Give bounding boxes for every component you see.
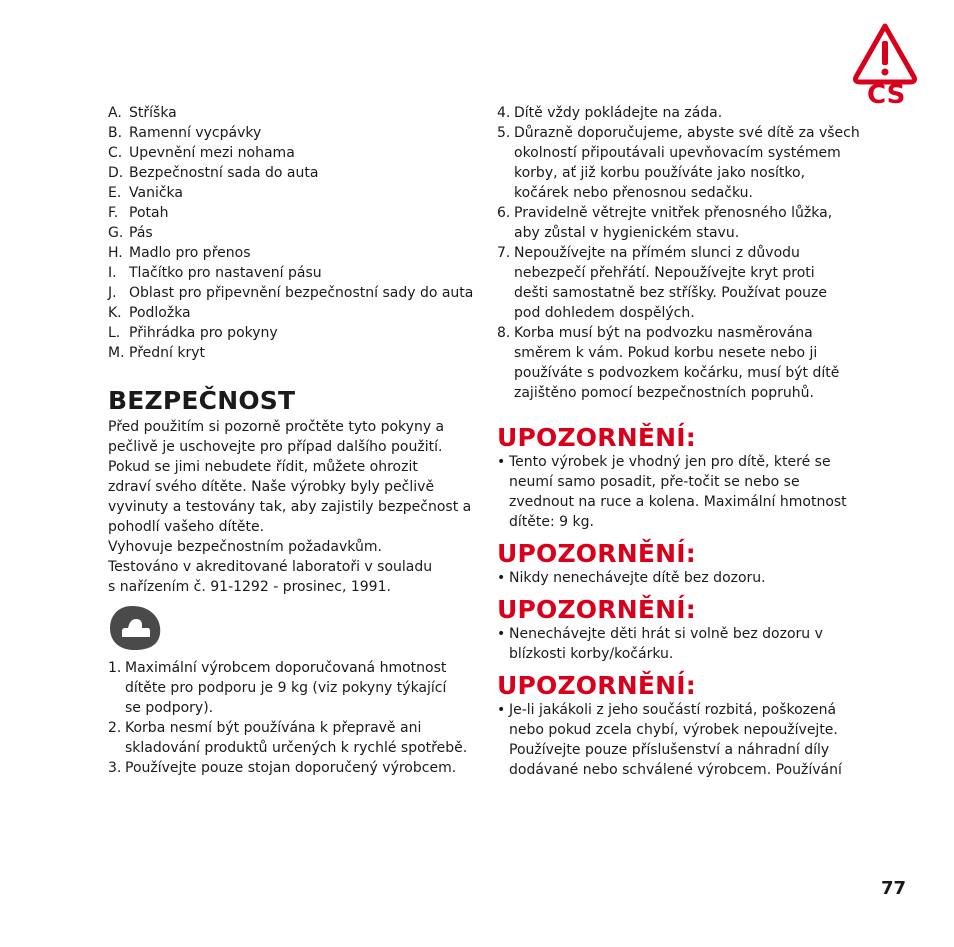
warning-text [497,568,867,588]
numbered-item [497,203,867,243]
parts-list-item [108,163,473,183]
item-line: dítěte pro podporu je 9 kg (viz pokyny týkající [125,680,447,696]
item-line: korby, ať již korbu používáte jako nosítko, [514,165,806,181]
item-number: 3. [108,760,122,776]
parts-list [108,103,473,363]
item-line: používáte s podvozkem kočárku, musí být dítě [514,365,840,381]
item-number: 1. [108,660,122,676]
part-letter: A. [108,105,122,121]
intro-line: Testováno v akreditované laboratoři v souladu [108,559,433,575]
warning-line: Je-li jakákoli z jeho součástí rozbitá, poškozená [509,702,837,718]
parts-list-item [108,183,473,203]
numbered-item [497,243,867,323]
intro-line: Pokud se jimi nebudete řídit, můžete ohrozit [108,459,418,475]
item-number: 8. [497,325,511,341]
language-code: CS [867,80,906,110]
warning-heading: UPOZORNĚNÍ: [497,595,696,624]
part-letter: J. [108,285,117,301]
item-line: aby zůstal v hygienickém stavu. [514,225,740,241]
warning-line: Nenechávejte děti hrát si volně bez dozoru v [509,626,823,642]
item-line: Maximální výrobcem doporučovaná hmotnost [125,660,447,676]
part-letter: L. [108,325,121,341]
parts-list-item [108,203,473,223]
intro-line: s nařízením č. 91-1292 - prosinec, 1991. [108,579,391,595]
item-line: Důrazně doporučujeme, abyste své dítě za všech [514,125,860,141]
parts-list-item [108,243,473,263]
warning-line: dodávané nebo schválené výrobcem. Používání [509,762,842,778]
part-name: Podložka [129,305,191,321]
warning-text [497,452,867,532]
part-name: Vanička [129,185,183,201]
warning-text [497,700,867,780]
item-line: nebezpečí přehřátí. Nepoužívejte kryt proti [514,265,815,281]
part-name: Madlo pro přenos [129,245,251,261]
page-number: 77 [880,878,906,899]
warning-block [497,596,867,664]
part-name: Ramenní vycpávky [129,125,262,141]
warning-line: Používejte pouze příslušenství a náhradní díly [509,742,830,758]
intro-line: Vyhovuje bezpečnostním požadavkům. [108,539,382,555]
warning-line: Tento výrobek je vhodný jen pro dítě, které se [509,454,831,470]
intro-line: pohodlí vašeho dítěte. [108,519,265,535]
item-number: 5. [497,125,511,141]
warning-block [497,672,867,780]
part-name: Bezpečnostní sada do auta [129,165,319,181]
numbered-item [497,123,867,203]
item-line: dešti samostatně bez stříšky. Používat pouze [514,285,828,301]
safety-intro [108,417,478,597]
part-letter: F. [108,205,119,221]
item-line: Používejte pouze stojan doporučený výrobcem. [125,760,457,776]
part-name: Tlačítko pro nastavení pásu [129,265,322,281]
item-line: okolností připoutávali upevňovacím systémem [514,145,841,161]
intro-line: pečlivě je uschovejte pro případ dalšího použití. [108,439,443,455]
bullet-icon: • [497,454,506,470]
warning-line: Nikdy nenechávejte dítě bez dozoru. [509,570,766,586]
part-letter: C. [108,145,123,161]
item-number: 2. [108,720,122,736]
intro-line: vyvinuty a testovány tak, aby zajistily bezpečnost a [108,499,472,515]
warning-line: dítěte: 9 kg. [509,514,594,530]
part-letter: G. [108,225,124,241]
numbered-item [108,718,478,758]
safety-numbered-list-right [497,103,867,403]
part-name: Upevnění mezi nohama [129,145,295,161]
safety-numbered-list-left [108,658,478,778]
parts-list-item [108,223,473,243]
parts-list-item [108,343,473,363]
part-letter: E. [108,185,122,201]
warning-line: blízkosti korby/kočárku. [509,646,674,662]
part-letter: B. [108,125,123,141]
parts-list-item [108,123,473,143]
warning-heading: UPOZORNĚNÍ: [497,423,696,452]
item-line: se podpory). [125,700,214,716]
parts-list-item [108,103,473,123]
part-name: Přihrádka pro pokyny [129,325,278,341]
intro-line: zdraví svého dítěte. Naše výrobky byly pečlivě [108,479,435,495]
parts-list-item [108,143,473,163]
warning-line: neumí samo posadit, pře-točit se nebo se [509,474,800,490]
part-letter: H. [108,245,123,261]
item-number: 6. [497,205,511,221]
warning-heading: UPOZORNĚNÍ: [497,539,696,568]
part-letter: K. [108,305,122,321]
numbered-item [497,323,867,403]
warning-text [497,624,867,664]
numbered-item [497,103,867,123]
parts-list-item [108,283,473,303]
safety-heading: BEZPEČNOST [108,386,296,415]
parts-list-item [108,263,473,283]
warning-heading: UPOZORNĚNÍ: [497,671,696,700]
item-number: 4. [497,105,511,121]
item-line: pod dohledem dospělých. [514,305,695,321]
part-name: Potah [129,205,169,221]
part-letter: M. [108,345,125,361]
item-line: skladování produktů určených k rychlé spotřebě. [125,740,468,756]
item-line: Pravidelně větrejte vnitřek přenosného lůžka, [514,205,833,221]
item-line: Dítě vždy pokládejte na záda. [514,105,723,121]
item-line: směrem k vám. Pokud korbu nesete nebo ji [514,345,818,361]
part-letter: D. [108,165,124,181]
item-number: 7. [497,245,511,261]
item-line: kočárek nebo přenosnou sedačku. [514,185,753,201]
intro-line: Před použitím si pozorně pročtěte tyto pokyny a [108,419,445,435]
bullet-icon: • [497,702,506,718]
part-name: Stříška [129,105,177,121]
warning-line: zvednout na ruce a kolena. Maximální hmotnost [509,494,847,510]
warning-block [497,424,867,532]
numbered-item [108,758,478,778]
part-name: Přední kryt [129,345,205,361]
part-letter: I. [108,265,117,281]
item-line: zajištěno pomocí bezpečnostních popruhů. [514,385,814,401]
warning-block [497,540,867,588]
parts-list-item [108,323,473,343]
numbered-item [108,658,478,718]
warning-line: nebo pokud zcela chybí, výrobek nepoužívejte. [509,722,838,738]
item-line: Nepoužívejte na přímém slunci z důvodu [514,245,800,261]
part-name: Pás [129,225,153,241]
stand-icon [108,604,162,652]
part-name: Oblast pro připevnění bezpečnostní sady do auta [129,285,474,301]
parts-list-item [108,303,473,323]
bullet-icon: • [497,626,506,642]
item-line: Korba nesmí být používána k přepravě ani [125,720,422,736]
item-line: Korba musí být na podvozku nasměrována [514,325,813,341]
bullet-icon: • [497,570,506,586]
